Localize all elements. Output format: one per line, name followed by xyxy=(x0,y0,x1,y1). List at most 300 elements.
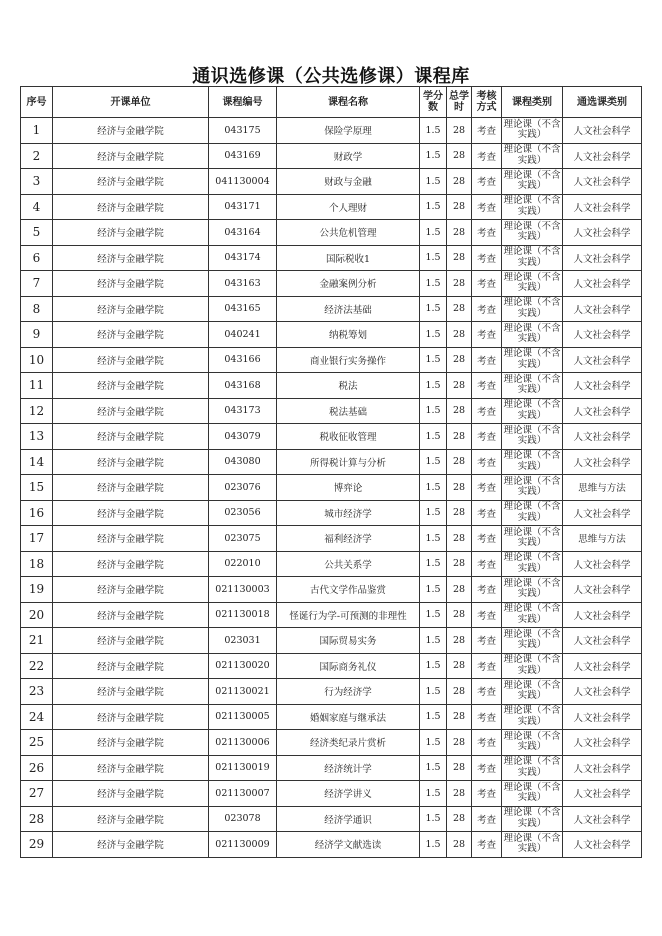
cell-name: 所得税计算与分析 xyxy=(277,449,420,475)
course-table xyxy=(20,86,642,858)
cell-credits: 1.5 xyxy=(420,475,447,501)
cell-seq: 10 xyxy=(21,347,53,373)
cell-category: 人文社会科学 xyxy=(563,653,642,679)
header-unit: 开课单位 xyxy=(53,87,209,118)
cell-hours: 28 xyxy=(447,628,472,654)
cell-hours: 28 xyxy=(447,449,472,475)
cell-seq: 7 xyxy=(21,271,53,297)
cell-seq: 24 xyxy=(21,704,53,730)
cell-seq: 8 xyxy=(21,296,53,322)
table-row xyxy=(21,653,642,679)
cell-hours: 28 xyxy=(447,500,472,526)
cell-exam: 考查 xyxy=(472,832,502,858)
table-row xyxy=(21,755,642,781)
cell-category: 人文社会科学 xyxy=(563,220,642,246)
cell-category: 人文社会科学 xyxy=(563,245,642,271)
cell-credits: 1.5 xyxy=(420,704,447,730)
cell-code: 043163 xyxy=(209,271,277,297)
cell-seq: 17 xyxy=(21,526,53,552)
cell-name: 纳税筹划 xyxy=(277,322,420,348)
cell-unit: 经济与金融学院 xyxy=(53,526,209,552)
cell-unit: 经济与金融学院 xyxy=(53,755,209,781)
table-row xyxy=(21,832,642,858)
header-seq: 序号 xyxy=(21,87,53,118)
cell-credits: 1.5 xyxy=(420,296,447,322)
cell-unit: 经济与金融学院 xyxy=(53,347,209,373)
table-row xyxy=(21,118,642,144)
cell-name: 经济类纪录片赏析 xyxy=(277,730,420,756)
cell-credits: 1.5 xyxy=(420,322,447,348)
cell-credits: 1.5 xyxy=(420,679,447,705)
table-row xyxy=(21,475,642,501)
cell-credits: 1.5 xyxy=(420,577,447,603)
cell-type: 理论课（不含实践） xyxy=(502,628,563,654)
cell-unit: 经济与金融学院 xyxy=(53,475,209,501)
cell-type: 理论课（不含实践） xyxy=(502,449,563,475)
cell-name: 国际贸易实务 xyxy=(277,628,420,654)
cell-code: 021130003 xyxy=(209,577,277,603)
table-row xyxy=(21,551,642,577)
cell-seq: 19 xyxy=(21,577,53,603)
cell-name: 行为经济学 xyxy=(277,679,420,705)
cell-type: 理论课（不含实践） xyxy=(502,730,563,756)
cell-seq: 11 xyxy=(21,373,53,399)
cell-seq: 18 xyxy=(21,551,53,577)
cell-hours: 28 xyxy=(447,424,472,450)
cell-code: 023031 xyxy=(209,628,277,654)
cell-code: 021130021 xyxy=(209,679,277,705)
cell-code: 043175 xyxy=(209,118,277,144)
cell-hours: 28 xyxy=(447,832,472,858)
cell-code: 023075 xyxy=(209,526,277,552)
cell-hours: 28 xyxy=(447,194,472,220)
cell-code: 043174 xyxy=(209,245,277,271)
cell-category: 人文社会科学 xyxy=(563,679,642,705)
cell-code: 041130004 xyxy=(209,169,277,195)
cell-hours: 28 xyxy=(447,220,472,246)
cell-unit: 经济与金融学院 xyxy=(53,679,209,705)
cell-type: 理论课（不含实践） xyxy=(502,220,563,246)
header-row xyxy=(21,87,642,118)
cell-type: 理论课（不含实践） xyxy=(502,271,563,297)
cell-hours: 28 xyxy=(447,118,472,144)
cell-type: 理论课（不含实践） xyxy=(502,806,563,832)
table-row xyxy=(21,781,642,807)
cell-code: 043079 xyxy=(209,424,277,450)
cell-exam: 考查 xyxy=(472,781,502,807)
cell-code: 021130005 xyxy=(209,704,277,730)
cell-category: 人文社会科学 xyxy=(563,322,642,348)
cell-exam: 考查 xyxy=(472,296,502,322)
cell-type: 理论课（不含实践） xyxy=(502,755,563,781)
cell-category: 人文社会科学 xyxy=(563,118,642,144)
cell-hours: 28 xyxy=(447,373,472,399)
cell-seq: 25 xyxy=(21,730,53,756)
cell-credits: 1.5 xyxy=(420,271,447,297)
cell-exam: 考查 xyxy=(472,526,502,552)
cell-type: 理论课（不含实践） xyxy=(502,143,563,169)
cell-name: 个人理财 xyxy=(277,194,420,220)
cell-type: 理论课（不含实践） xyxy=(502,526,563,552)
table-row xyxy=(21,449,642,475)
cell-type: 理论课（不含实践） xyxy=(502,169,563,195)
cell-seq: 23 xyxy=(21,679,53,705)
cell-seq: 15 xyxy=(21,475,53,501)
cell-exam: 考查 xyxy=(472,755,502,781)
cell-seq: 13 xyxy=(21,424,53,450)
table-row xyxy=(21,143,642,169)
table-row xyxy=(21,322,642,348)
cell-credits: 1.5 xyxy=(420,194,447,220)
cell-seq: 22 xyxy=(21,653,53,679)
cell-name: 公共关系学 xyxy=(277,551,420,577)
table-row xyxy=(21,526,642,552)
cell-type: 理论课（不含实践） xyxy=(502,296,563,322)
cell-hours: 28 xyxy=(447,679,472,705)
cell-category: 人文社会科学 xyxy=(563,194,642,220)
cell-category: 人文社会科学 xyxy=(563,551,642,577)
cell-exam: 考查 xyxy=(472,602,502,628)
cell-code: 043173 xyxy=(209,398,277,424)
cell-credits: 1.5 xyxy=(420,373,447,399)
cell-category: 人文社会科学 xyxy=(563,704,642,730)
cell-type: 理论课（不含实践） xyxy=(502,398,563,424)
cell-unit: 经济与金融学院 xyxy=(53,245,209,271)
cell-exam: 考查 xyxy=(472,194,502,220)
cell-hours: 28 xyxy=(447,704,472,730)
cell-name: 古代文学作品鉴赏 xyxy=(277,577,420,603)
cell-code: 022010 xyxy=(209,551,277,577)
cell-exam: 考查 xyxy=(472,220,502,246)
cell-exam: 考查 xyxy=(472,322,502,348)
cell-seq: 28 xyxy=(21,806,53,832)
cell-category: 人文社会科学 xyxy=(563,296,642,322)
cell-seq: 12 xyxy=(21,398,53,424)
table-row xyxy=(21,679,642,705)
cell-exam: 考查 xyxy=(472,118,502,144)
cell-name: 税法基础 xyxy=(277,398,420,424)
cell-exam: 考查 xyxy=(472,653,502,679)
cell-exam: 考查 xyxy=(472,424,502,450)
cell-category: 人文社会科学 xyxy=(563,806,642,832)
table-row xyxy=(21,245,642,271)
cell-code: 043166 xyxy=(209,347,277,373)
cell-seq: 2 xyxy=(21,143,53,169)
cell-unit: 经济与金融学院 xyxy=(53,220,209,246)
cell-credits: 1.5 xyxy=(420,169,447,195)
cell-category: 人文社会科学 xyxy=(563,730,642,756)
cell-type: 理论课（不含实践） xyxy=(502,347,563,373)
cell-name: 怪诞行为学-可预测的非理性 xyxy=(277,602,420,628)
header-code: 课程编号 xyxy=(209,87,277,118)
cell-name: 税收征收管理 xyxy=(277,424,420,450)
cell-hours: 28 xyxy=(447,730,472,756)
cell-seq: 9 xyxy=(21,322,53,348)
cell-name: 经济统计学 xyxy=(277,755,420,781)
header-name: 课程名称 xyxy=(277,87,420,118)
cell-category: 人文社会科学 xyxy=(563,577,642,603)
cell-code: 023056 xyxy=(209,500,277,526)
cell-credits: 1.5 xyxy=(420,143,447,169)
cell-exam: 考查 xyxy=(472,730,502,756)
cell-credits: 1.5 xyxy=(420,449,447,475)
cell-credits: 1.5 xyxy=(420,220,447,246)
table-row xyxy=(21,602,642,628)
cell-name: 金融案例分析 xyxy=(277,271,420,297)
cell-seq: 14 xyxy=(21,449,53,475)
cell-name: 税法 xyxy=(277,373,420,399)
cell-credits: 1.5 xyxy=(420,806,447,832)
cell-code: 043165 xyxy=(209,296,277,322)
cell-hours: 28 xyxy=(447,577,472,603)
cell-credits: 1.5 xyxy=(420,781,447,807)
cell-name: 经济学通识 xyxy=(277,806,420,832)
cell-exam: 考查 xyxy=(472,551,502,577)
table-row xyxy=(21,628,642,654)
cell-credits: 1.5 xyxy=(420,755,447,781)
cell-hours: 28 xyxy=(447,347,472,373)
cell-category: 思维与方法 xyxy=(563,475,642,501)
cell-category: 人文社会科学 xyxy=(563,500,642,526)
cell-exam: 考查 xyxy=(472,806,502,832)
cell-name: 经济学文献选读 xyxy=(277,832,420,858)
cell-code: 043171 xyxy=(209,194,277,220)
cell-seq: 1 xyxy=(21,118,53,144)
cell-type: 理论课（不含实践） xyxy=(502,475,563,501)
cell-credits: 1.5 xyxy=(420,551,447,577)
cell-hours: 28 xyxy=(447,781,472,807)
cell-credits: 1.5 xyxy=(420,730,447,756)
cell-exam: 考查 xyxy=(472,679,502,705)
cell-hours: 28 xyxy=(447,755,472,781)
cell-exam: 考查 xyxy=(472,143,502,169)
cell-unit: 经济与金融学院 xyxy=(53,577,209,603)
table-row xyxy=(21,500,642,526)
table-row xyxy=(21,220,642,246)
cell-category: 人文社会科学 xyxy=(563,781,642,807)
cell-seq: 26 xyxy=(21,755,53,781)
cell-seq: 27 xyxy=(21,781,53,807)
table-row xyxy=(21,704,642,730)
cell-unit: 经济与金融学院 xyxy=(53,449,209,475)
cell-type: 理论课（不含实践） xyxy=(502,500,563,526)
cell-name: 婚姻家庭与继承法 xyxy=(277,704,420,730)
cell-credits: 1.5 xyxy=(420,500,447,526)
cell-name: 公共危机管理 xyxy=(277,220,420,246)
cell-unit: 经济与金融学院 xyxy=(53,322,209,348)
cell-seq: 29 xyxy=(21,832,53,858)
cell-type: 理论课（不含实践） xyxy=(502,602,563,628)
cell-name: 经济法基础 xyxy=(277,296,420,322)
cell-hours: 28 xyxy=(447,526,472,552)
table-row xyxy=(21,169,642,195)
cell-name: 国际税收1 xyxy=(277,245,420,271)
cell-type: 理论课（不含实践） xyxy=(502,245,563,271)
cell-unit: 经济与金融学院 xyxy=(53,781,209,807)
cell-name: 福利经济学 xyxy=(277,526,420,552)
cell-name: 保险学原理 xyxy=(277,118,420,144)
cell-code: 043080 xyxy=(209,449,277,475)
cell-category: 思维与方法 xyxy=(563,526,642,552)
cell-unit: 经济与金融学院 xyxy=(53,398,209,424)
cell-unit: 经济与金融学院 xyxy=(53,832,209,858)
cell-code: 023078 xyxy=(209,806,277,832)
cell-category: 人文社会科学 xyxy=(563,755,642,781)
cell-code: 021130019 xyxy=(209,755,277,781)
cell-seq: 21 xyxy=(21,628,53,654)
cell-unit: 经济与金融学院 xyxy=(53,118,209,144)
page-title: 通识选修课（公共选修课）课程库 xyxy=(192,66,470,87)
cell-code: 023076 xyxy=(209,475,277,501)
cell-unit: 经济与金融学院 xyxy=(53,653,209,679)
cell-exam: 考查 xyxy=(472,347,502,373)
cell-hours: 28 xyxy=(447,245,472,271)
cell-type: 理论课（不含实践） xyxy=(502,424,563,450)
cell-credits: 1.5 xyxy=(420,347,447,373)
cell-hours: 28 xyxy=(447,296,472,322)
cell-unit: 经济与金融学院 xyxy=(53,551,209,577)
header-hours: 总学时 xyxy=(447,87,472,118)
cell-category: 人文社会科学 xyxy=(563,628,642,654)
cell-unit: 经济与金融学院 xyxy=(53,602,209,628)
cell-unit: 经济与金融学院 xyxy=(53,704,209,730)
cell-type: 理论课（不含实践） xyxy=(502,551,563,577)
cell-unit: 经济与金融学院 xyxy=(53,194,209,220)
table-row xyxy=(21,271,642,297)
cell-unit: 经济与金融学院 xyxy=(53,628,209,654)
cell-unit: 经济与金融学院 xyxy=(53,271,209,297)
header-category: 通选课类别 xyxy=(563,87,642,118)
cell-type: 理论课（不含实践） xyxy=(502,653,563,679)
cell-hours: 28 xyxy=(447,475,472,501)
table-row xyxy=(21,347,642,373)
cell-code: 043168 xyxy=(209,373,277,399)
cell-category: 人文社会科学 xyxy=(563,398,642,424)
cell-exam: 考查 xyxy=(472,373,502,399)
cell-exam: 考查 xyxy=(472,245,502,271)
cell-exam: 考查 xyxy=(472,449,502,475)
cell-unit: 经济与金融学院 xyxy=(53,169,209,195)
cell-hours: 28 xyxy=(447,806,472,832)
cell-name: 博弈论 xyxy=(277,475,420,501)
cell-hours: 28 xyxy=(447,271,472,297)
cell-category: 人文社会科学 xyxy=(563,373,642,399)
cell-hours: 28 xyxy=(447,653,472,679)
cell-credits: 1.5 xyxy=(420,398,447,424)
cell-name: 财政学 xyxy=(277,143,420,169)
cell-category: 人文社会科学 xyxy=(563,143,642,169)
cell-credits: 1.5 xyxy=(420,832,447,858)
cell-credits: 1.5 xyxy=(420,424,447,450)
cell-exam: 考查 xyxy=(472,704,502,730)
cell-type: 理论课（不含实践） xyxy=(502,679,563,705)
cell-code: 021130009 xyxy=(209,832,277,858)
cell-seq: 4 xyxy=(21,194,53,220)
cell-credits: 1.5 xyxy=(420,653,447,679)
cell-code: 040241 xyxy=(209,322,277,348)
cell-category: 人文社会科学 xyxy=(563,832,642,858)
cell-seq: 3 xyxy=(21,169,53,195)
cell-exam: 考查 xyxy=(472,500,502,526)
cell-seq: 20 xyxy=(21,602,53,628)
cell-category: 人文社会科学 xyxy=(563,347,642,373)
table-row xyxy=(21,730,642,756)
cell-hours: 28 xyxy=(447,602,472,628)
cell-unit: 经济与金融学院 xyxy=(53,806,209,832)
cell-category: 人文社会科学 xyxy=(563,169,642,195)
cell-category: 人文社会科学 xyxy=(563,271,642,297)
cell-type: 理论课（不含实践） xyxy=(502,322,563,348)
cell-exam: 考查 xyxy=(472,577,502,603)
cell-code: 043169 xyxy=(209,143,277,169)
cell-type: 理论课（不含实践） xyxy=(502,194,563,220)
cell-seq: 6 xyxy=(21,245,53,271)
table-row xyxy=(21,373,642,399)
cell-unit: 经济与金融学院 xyxy=(53,424,209,450)
cell-hours: 28 xyxy=(447,143,472,169)
cell-unit: 经济与金融学院 xyxy=(53,143,209,169)
cell-credits: 1.5 xyxy=(420,245,447,271)
header-exam: 考核方式 xyxy=(472,87,502,118)
table-row xyxy=(21,806,642,832)
cell-exam: 考查 xyxy=(472,398,502,424)
cell-hours: 28 xyxy=(447,398,472,424)
cell-name: 城市经济学 xyxy=(277,500,420,526)
cell-category: 人文社会科学 xyxy=(563,602,642,628)
table-row xyxy=(21,194,642,220)
table-row xyxy=(21,577,642,603)
cell-hours: 28 xyxy=(447,551,472,577)
cell-code: 021130006 xyxy=(209,730,277,756)
cell-credits: 1.5 xyxy=(420,526,447,552)
cell-category: 人文社会科学 xyxy=(563,424,642,450)
cell-exam: 考查 xyxy=(472,475,502,501)
cell-code: 021130007 xyxy=(209,781,277,807)
cell-credits: 1.5 xyxy=(420,628,447,654)
cell-unit: 经济与金融学院 xyxy=(53,730,209,756)
cell-credits: 1.5 xyxy=(420,118,447,144)
cell-type: 理论课（不含实践） xyxy=(502,373,563,399)
cell-code: 021130020 xyxy=(209,653,277,679)
cell-credits: 1.5 xyxy=(420,602,447,628)
cell-hours: 28 xyxy=(447,169,472,195)
cell-seq: 5 xyxy=(21,220,53,246)
cell-exam: 考查 xyxy=(472,169,502,195)
cell-unit: 经济与金融学院 xyxy=(53,373,209,399)
cell-type: 理论课（不含实践） xyxy=(502,704,563,730)
header-type: 课程类别 xyxy=(502,87,563,118)
cell-code: 043164 xyxy=(209,220,277,246)
cell-unit: 经济与金融学院 xyxy=(53,296,209,322)
table-row xyxy=(21,296,642,322)
table-row xyxy=(21,398,642,424)
cell-hours: 28 xyxy=(447,322,472,348)
table-row xyxy=(21,424,642,450)
cell-type: 理论课（不含实践） xyxy=(502,832,563,858)
cell-code: 021130018 xyxy=(209,602,277,628)
cell-name: 财政与金融 xyxy=(277,169,420,195)
cell-name: 经济学讲义 xyxy=(277,781,420,807)
cell-name: 国际商务礼仪 xyxy=(277,653,420,679)
header-credits: 学分数 xyxy=(420,87,447,118)
cell-type: 理论课（不含实践） xyxy=(502,577,563,603)
cell-exam: 考查 xyxy=(472,628,502,654)
cell-unit: 经济与金融学院 xyxy=(53,500,209,526)
cell-type: 理论课（不含实践） xyxy=(502,781,563,807)
cell-type: 理论课（不含实践） xyxy=(502,118,563,144)
cell-name: 商业银行实务操作 xyxy=(277,347,420,373)
cell-seq: 16 xyxy=(21,500,53,526)
